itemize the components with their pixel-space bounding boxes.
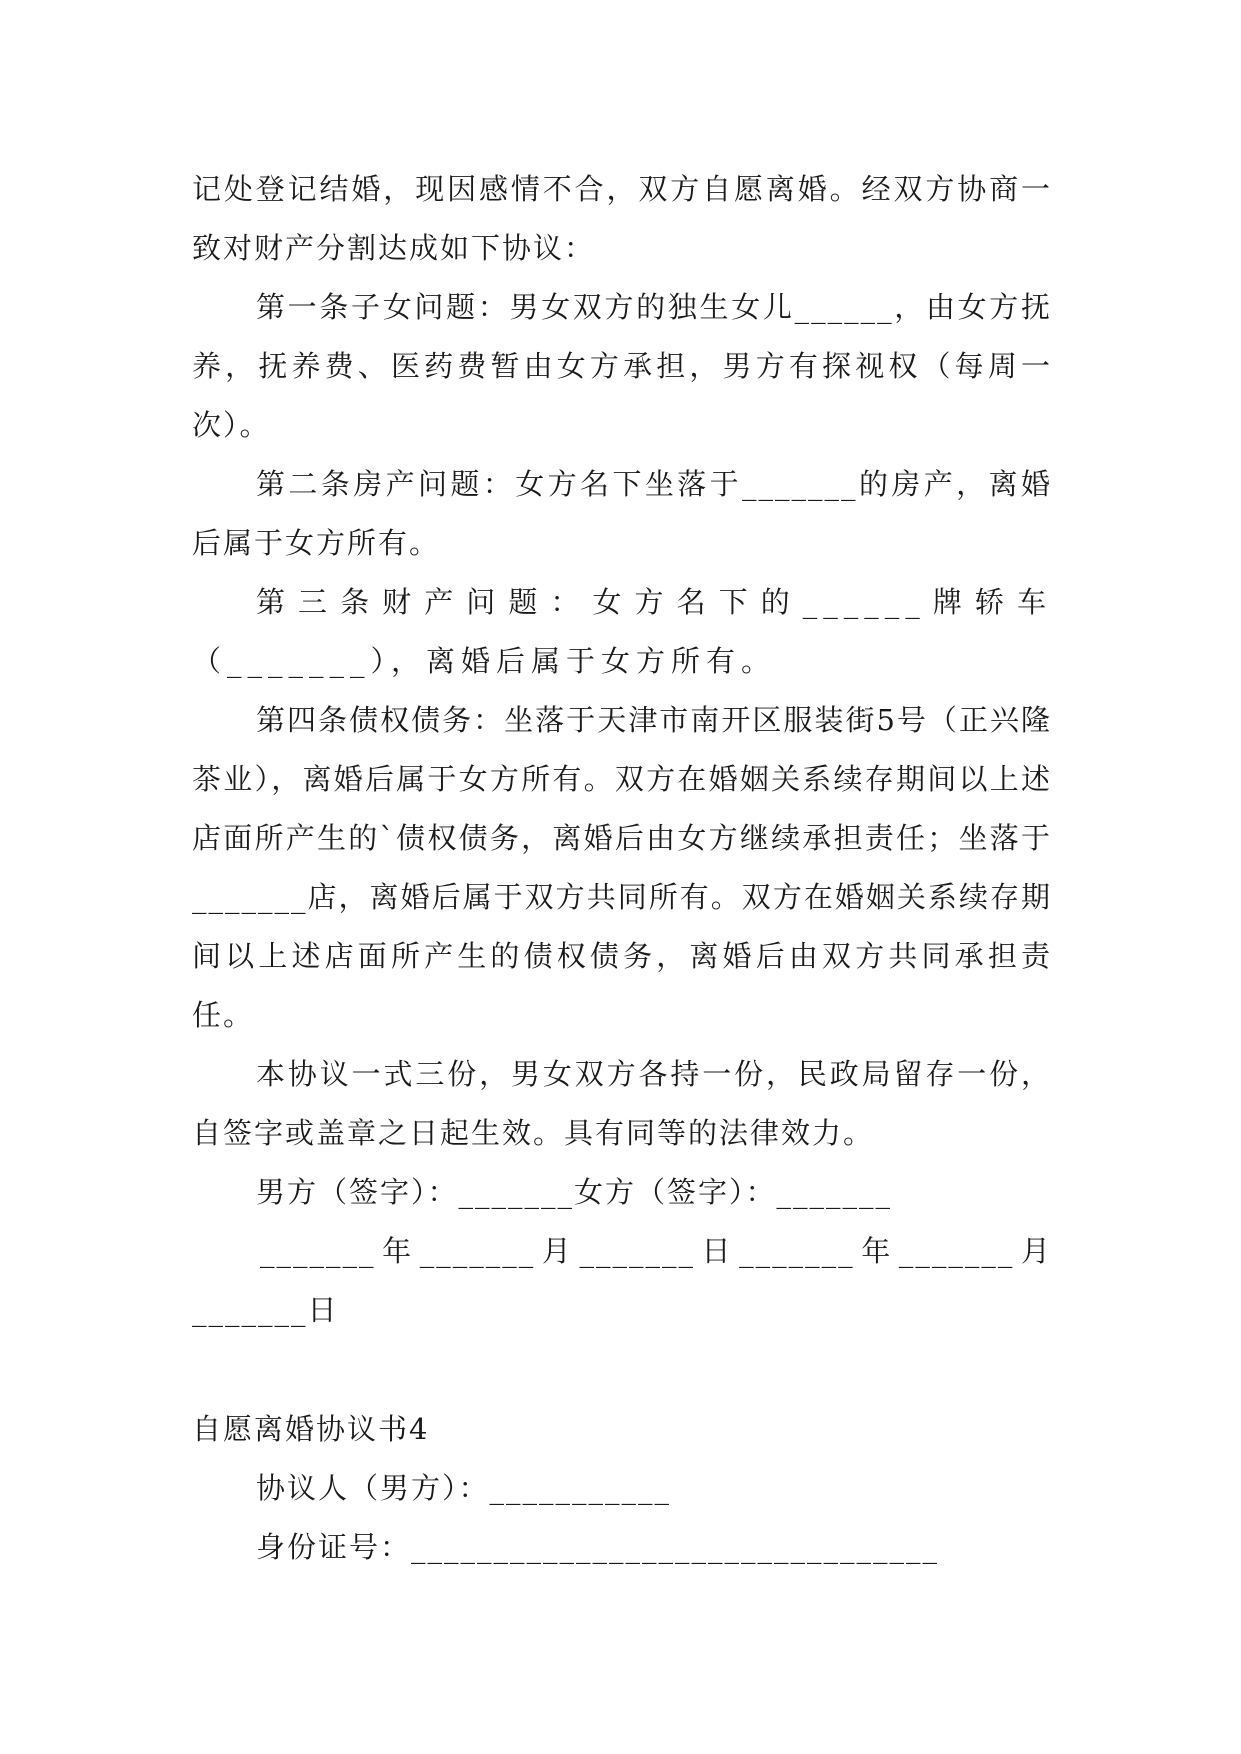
agreement-copies-clause: 本协议一式三份，男女双方各持一份，民政局留存一份，自签字或盖章之日起生效。具有同等的法律效力。 [192, 1057, 1052, 1150]
party-male-field: 协议人（男方）：___________ [256, 1471, 672, 1505]
signature-line: 男方（签字）：_______女方（签字）：_______ [256, 1175, 893, 1209]
article-two-house: 第二条房产问题：女方名下坐落于_______的房产，离婚后属于女方所有。 [192, 467, 1052, 560]
article-three-property: 第三条财产问题：女方名下的______牌轿车（_______），离婚后属于女方所有。 [192, 585, 1052, 678]
date-line: _______年_______月_______日_______年_______月_______日 [192, 1234, 1052, 1327]
section-title: 自愿离婚协议书4 [192, 1412, 430, 1446]
opening-paragraph: 记处登记结婚，现因感情不合，双方自愿离婚。经双方协商一致对财产分割达成如下协议： [192, 172, 1052, 265]
article-four-debts: 第四条债权债务：坐落于天津市南开区服装街5号（正兴隆茶业），离婚后属于女方所有。双方在婚姻关系续存期间以上述店面所产生的`债权债务，离婚后由女方继续承担责任；坐落于_______店，离婚后属于双方共同所有。双方在婚姻关系续存期间以上述店面所产生的债权债务，离婚后由双方共同承担责任。 [192, 703, 1052, 1032]
article-one-children: 第一条子女问题：男女双方的独生女儿______，由女方抚养，抚养费、医药费暂由女方承担，男方有探视权（每周一次）。 [192, 290, 1052, 442]
id-number-field: 身份证号：________________________________ [256, 1530, 940, 1564]
document-body [192, 160, 1052, 1577]
